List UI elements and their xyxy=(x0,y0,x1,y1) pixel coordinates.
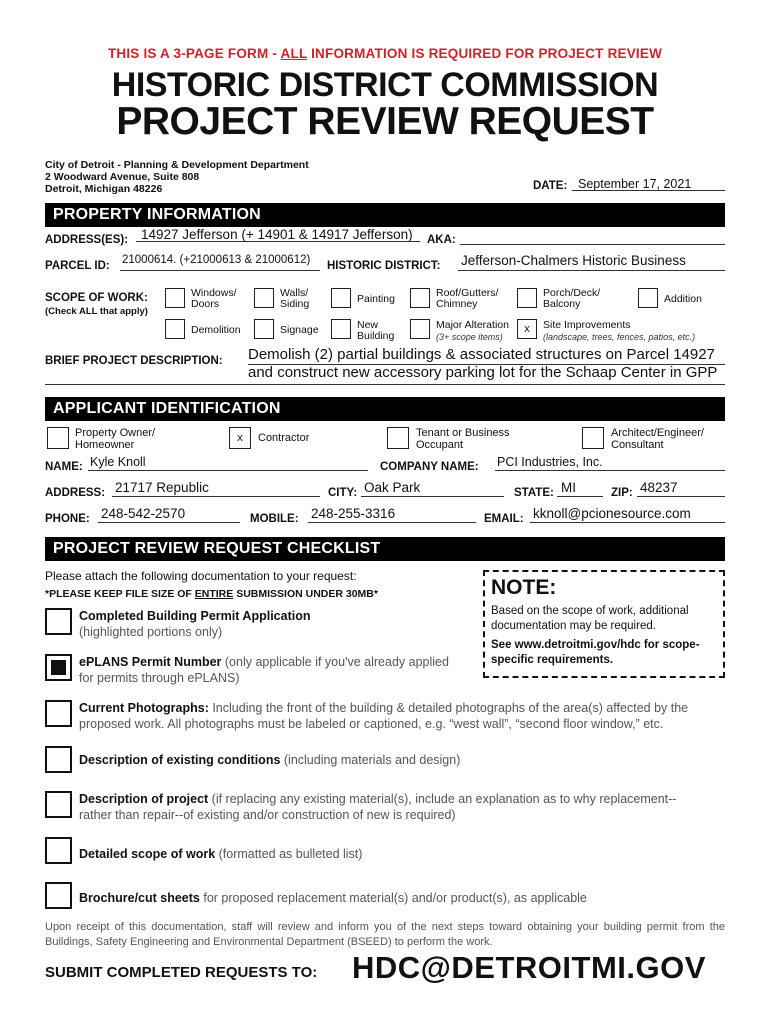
note-box xyxy=(483,570,725,678)
checklist-eplans-checkbox[interactable] xyxy=(45,654,72,681)
title-request: PROJECT REVIEW REQUEST xyxy=(116,100,654,143)
applicant-tenant-checkbox[interactable] xyxy=(387,427,409,449)
checklist-scope-of-work-checkbox[interactable] xyxy=(45,837,72,864)
file-size-note xyxy=(45,588,378,600)
scope-label: SCOPE OF WORK: xyxy=(45,292,148,304)
applicant-tenant-label: Tenant or Business Occupant xyxy=(416,427,510,451)
applicant-address-field[interactable]: 21717 Republic xyxy=(115,480,209,495)
scope-site-improvements-label: Site Improvements xyxy=(543,319,631,331)
checklist-item xyxy=(79,700,729,732)
notice-all: ALL xyxy=(280,46,308,61)
scope-site-improvements-checkbox[interactable]: x xyxy=(517,319,537,339)
checklist-item-title: Detailed scope of work xyxy=(79,847,216,861)
title-commission: HISTORIC DISTRICT COMMISSION xyxy=(111,66,659,104)
scope-demolition-label: Demolition xyxy=(191,324,241,336)
address-label: ADDRESS(ES): xyxy=(45,234,129,246)
aka-field[interactable] xyxy=(460,244,725,245)
checklist-item-title: Description of existing conditions xyxy=(79,753,281,767)
scope-site-improvements-note: (landscape, trees, fences, patios, etc.) xyxy=(543,332,696,342)
file-size-pre: *PLEASE KEEP FILE SIZE OF xyxy=(45,588,195,600)
scope-roof-checkbox[interactable] xyxy=(410,288,430,308)
submit-email-link[interactable]: HDC@DETROITMI.GOV xyxy=(352,950,706,985)
checklist-item xyxy=(79,752,729,768)
scope-demolition-checkbox[interactable] xyxy=(165,319,185,339)
checklist-item-desc: for proposed replacement material(s) and/or product(s), as applicable xyxy=(199,891,587,905)
state-line xyxy=(557,496,603,497)
email-field[interactable]: kknoll@pcionesource.com xyxy=(533,506,691,521)
office-line1: City of Detroit - Planning & Development Department xyxy=(45,159,309,171)
parcel-field[interactable]: 21000614. (+21000613 & 21000612) xyxy=(122,254,311,266)
scope-roof-label: Roof/Gutters/ Chimney xyxy=(436,287,499,310)
city-line xyxy=(361,496,504,497)
company-line xyxy=(495,470,725,471)
checklist-brochure-checkbox[interactable] xyxy=(45,882,72,909)
applicant-owner-label: Property Owner/ Homeowner xyxy=(75,427,156,451)
scope-windows-checkbox[interactable] xyxy=(165,288,185,308)
checklist-item-desc: (only applicable if you've already applied for permits through ePLANS) xyxy=(79,655,449,685)
office-address xyxy=(45,159,309,195)
scope-addition-checkbox[interactable] xyxy=(638,288,658,308)
mobile-line xyxy=(308,522,476,523)
checklist-item-title: Current Photographs: xyxy=(79,701,209,715)
name-label: NAME: xyxy=(45,461,83,473)
checklist-item-desc: (if replacing any existing material(s), include an explanation as to why replacement--rather than repair--of existing and/or construction of new is required) xyxy=(79,792,677,822)
mobile-label: MOBILE: xyxy=(250,513,299,525)
notice-rest: INFORMATION IS REQUIRED FOR PROJECT REVIEW xyxy=(307,46,663,61)
district-line xyxy=(458,270,725,271)
scope-new-building-label: New Building xyxy=(357,319,395,342)
scope-major-alteration-checkbox[interactable] xyxy=(410,319,430,339)
checklist-intro: Please attach the following documentation to your request: xyxy=(45,569,357,583)
company-field[interactable]: PCI Industries, Inc. xyxy=(497,455,603,469)
brief-label: BRIEF PROJECT DESCRIPTION: xyxy=(45,355,223,367)
section-applicant: APPLICANT IDENTIFICATION xyxy=(45,397,725,421)
city-field[interactable]: Oak Park xyxy=(364,480,421,495)
checklist-item-desc: Including the front of the building & detailed photographs of the area(s) affected by the proposed work. All photographs must be labeled or captioned, e.g. “west wall”, “second floor window,” etc. xyxy=(79,701,689,731)
scope-windows-label: Windows/ Doors xyxy=(191,287,237,310)
checklist-project-description-checkbox[interactable] xyxy=(45,791,72,818)
form-notice xyxy=(0,46,770,61)
name-line xyxy=(88,470,368,471)
checklist-item-desc: (including materials and design) xyxy=(280,753,461,767)
scope-addition-label: Addition xyxy=(664,293,702,305)
scope-painting-checkbox[interactable] xyxy=(331,288,351,308)
checklist-item-title: Description of project xyxy=(79,792,209,806)
checklist-item xyxy=(79,608,459,640)
checklist-item-title: ePLANS Permit Number xyxy=(79,655,222,669)
checklist-item xyxy=(79,791,679,823)
zip-line xyxy=(637,496,725,497)
brief-underline2 xyxy=(45,384,725,385)
notice-pages: 3-PAGE FORM xyxy=(173,46,269,61)
section-checklist: PROJECT REVIEW REQUEST CHECKLIST xyxy=(45,537,725,561)
applicant-contractor-label: Contractor xyxy=(258,432,310,444)
applicant-owner-checkbox[interactable] xyxy=(47,427,69,449)
receipt-text: Upon receipt of this documentation, staff will review and inform you of the next steps toward obtaining your building permit from the Buildings, Safety Engineering and Environmental Department (BSEED) to perform the work. xyxy=(45,921,725,948)
applicant-architect-label: Architect/Engineer/ Consultant xyxy=(611,427,704,451)
scope-walls-label: Walls/ Siding xyxy=(280,287,310,310)
state-label: STATE: xyxy=(514,487,554,499)
scope-new-building-checkbox[interactable] xyxy=(331,319,351,339)
checklist-item xyxy=(79,654,459,686)
checklist-item-title: Completed Building Permit Application xyxy=(79,609,311,623)
scope-porch-label: Porch/Deck/ Balcony xyxy=(543,287,601,310)
phone-field[interactable]: 248-542-2570 xyxy=(101,506,186,521)
applicant-address-line xyxy=(112,496,320,497)
applicant-contractor-checkbox[interactable]: x xyxy=(229,427,251,449)
scope-signage-checkbox[interactable] xyxy=(254,319,274,339)
submit-label: SUBMIT COMPLETED REQUESTS TO: xyxy=(45,964,318,981)
section-property: PROPERTY INFORMATION xyxy=(45,203,725,227)
state-field[interactable]: MI xyxy=(561,480,576,495)
checklist-item-desc: (formatted as bulleted list) xyxy=(215,847,363,861)
date-field[interactable]: September 17, 2021 xyxy=(578,177,692,191)
brief-line1[interactable]: Demolish (2) partial buildings & associated structures on Parcel 14927 xyxy=(248,346,715,363)
scope-major-alteration-note: (3+ scope items) xyxy=(436,332,503,342)
office-line2: 2 Woodward Avenue, Suite 808 xyxy=(45,171,200,183)
scope-painting-label: Painting xyxy=(357,293,395,305)
checklist-item-desc: (highlighted portions only) xyxy=(79,625,223,639)
address-field[interactable]: 14927 Jefferson (+ 14901 & 14917 Jefferson) xyxy=(141,227,413,242)
notice-sep: - xyxy=(268,46,281,61)
note-title: NOTE: xyxy=(491,576,557,599)
note-paragraph2: See www.detroitmi.gov/hdc for scope-specific requirements. xyxy=(491,639,700,666)
brief-line2[interactable]: and construct new accessory parking lot for the Schaap Center in GPP xyxy=(248,364,718,381)
phone-label: PHONE: xyxy=(45,513,90,525)
email-label: EMAIL: xyxy=(484,513,524,525)
checklist-item xyxy=(79,846,679,862)
scope-signage-label: Signage xyxy=(280,324,319,336)
scope-walls-checkbox[interactable] xyxy=(254,288,274,308)
note-paragraph1: Based on the scope of work, additional documentation may be required. xyxy=(491,605,689,632)
zip-field[interactable]: 48237 xyxy=(640,480,678,495)
city-label: CITY: xyxy=(328,487,358,499)
applicant-architect-checkbox[interactable] xyxy=(582,427,604,449)
notice-text: THIS IS A xyxy=(107,46,174,61)
email-line xyxy=(530,522,725,523)
checklist-existing-conditions-checkbox[interactable] xyxy=(45,746,72,773)
file-size-post: SUBMISSION UNDER 30MB* xyxy=(233,588,378,600)
mobile-field[interactable]: 248-255-3316 xyxy=(311,506,396,521)
scope-porch-checkbox[interactable] xyxy=(517,288,537,308)
applicant-address-label: ADDRESS: xyxy=(45,487,106,499)
aka-label: AKA: xyxy=(427,234,456,246)
checklist-item-title: Brochure/cut sheets xyxy=(79,891,200,905)
checklist-item xyxy=(79,890,729,906)
name-field[interactable]: Kyle Knoll xyxy=(90,455,146,469)
checklist-permit-application-checkbox[interactable] xyxy=(45,608,72,635)
district-label: HISTORIC DISTRICT: xyxy=(327,260,441,272)
file-size-entire: ENTIRE xyxy=(194,588,234,600)
parcel-label: PARCEL ID: xyxy=(45,260,110,272)
date-label: DATE: xyxy=(533,180,568,192)
company-label: COMPANY NAME: xyxy=(380,461,479,473)
scope-sub: (Check ALL that apply) xyxy=(45,306,148,317)
scope-major-alteration-label: Major Alteration xyxy=(436,319,509,331)
parcel-line xyxy=(120,270,320,271)
phone-line xyxy=(98,522,240,523)
checklist-photographs-checkbox[interactable] xyxy=(45,700,72,727)
office-line3: Detroit, Michigan 48226 xyxy=(45,183,163,195)
zip-label: ZIP: xyxy=(611,487,633,499)
district-field[interactable]: Jefferson-Chalmers Historic Business xyxy=(461,253,686,268)
